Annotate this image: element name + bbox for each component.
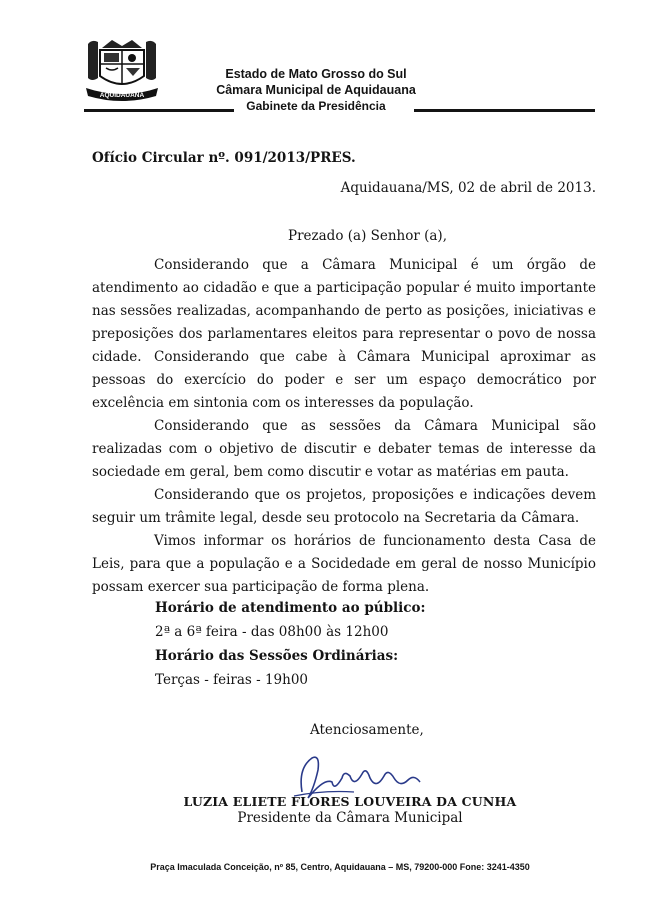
public-hours-value: 2ª a 6ª feira - das 08h00 às 12h00 xyxy=(155,624,389,640)
place-date: Aquidauana/MS, 02 de abril de 2013. xyxy=(340,180,596,196)
office-name: Gabinete da Presidência xyxy=(246,99,386,113)
document-reference: Ofício Circular nº. 091/2013/PRES. xyxy=(92,150,356,166)
salutation: Prezado (a) Senhor (a), xyxy=(288,228,447,244)
header-rule-left xyxy=(84,109,234,112)
body-paragraph: Considerando que cabe à Câmara Municipal aproximar as pessoas do exercício do poder e ser um espaço democrático por excelência em sintonia com os interesses da população. xyxy=(92,349,596,411)
letterhead xyxy=(196,66,436,114)
sessions-value: Terças - feiras - 19h00 xyxy=(155,672,309,688)
municipal-crest-icon xyxy=(84,38,160,104)
public-hours-label: Horário de atendimento ao público: xyxy=(155,600,426,616)
body-paragraph: Considerando que a Câmara Municipal é um órgão de atendimento ao cidadão e que a participação popular é muito importante nas sessões realizadas, acompanhando de perto as posições, iniciativas e preposições dos parlamentares eleitos para representar o povo de nossa cidade. xyxy=(92,257,596,365)
body-paragraph: Vimos informar os horários de funcionamento desta Casa de Leis, para que a população e a Socidedade em geral de nosso Município possam exercer sua participação de forma plena. xyxy=(92,533,596,595)
body-paragraph: Considerando que as sessões da Câmara Municipal são realizadas com o objetivo de discutir e debater temas de interesse da sociedade em geral, bem como discutir e votar as matérias em pauta. xyxy=(92,418,596,480)
header-rule-right xyxy=(414,109,595,112)
footer-address: Praça Imaculada Conceição, nº 85, Centro, Aquidauana – MS, 79200-000 Fone: 3241-4350 xyxy=(150,862,530,872)
signatory-name: LUZIA ELIETE FLORES LOUVEIRA DA CUNHA xyxy=(183,794,517,809)
chamber-name: Câmara Municipal de Aquidauana xyxy=(216,83,416,97)
sessions-label: Horário das Sessões Ordinárias: xyxy=(155,648,399,664)
crest-ribbon-text: AQUIDAUANA xyxy=(99,92,145,99)
signatory-title: Presidente da Câmara Municipal xyxy=(237,810,463,826)
body-paragraph: Considerando que os projetos, proposições e indicações devem seguir um trâmite legal, desde seu protocolo na Secretaria da Câmara. xyxy=(92,487,596,526)
closing: Atenciosamente, xyxy=(310,722,424,738)
state-name: Estado de Mato Grosso do Sul xyxy=(225,67,407,81)
